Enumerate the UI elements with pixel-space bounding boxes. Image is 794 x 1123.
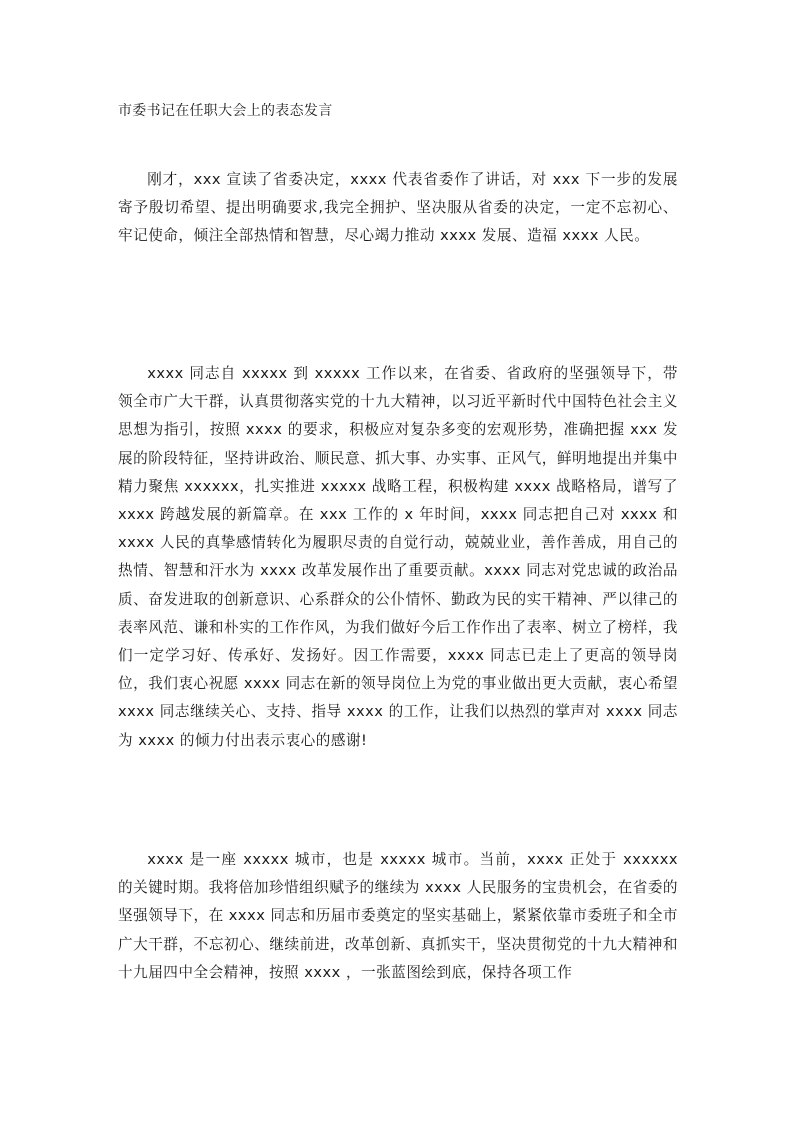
document-title: 市委书记在任职大会上的表态发言 [118,103,333,119]
paragraph-city-outlook: xxxx 是一座 xxxxx 城市，也是 xxxxx 城市。当前，xxxx 正处于 xxxxxx 的关键时期。我将倍加珍惜组织赋予的继续为 xxxx 人民服务的宝贵机会，在省委的坚强领导下，在 xxxx 同志和历届市委奠定的坚实基础上，紧紧依靠市委班子和全市广大干群，不忘初心、继续前进，改革创新、真抓实干，坚决贯彻党的十九大精神和十九届四中全会精神，按照 xxxx ，一张蓝图绘到底，保持各项工作 [118,851,679,981]
paragraph-predecessor-tribute: xxxx 同志自 xxxxx 到 xxxxx 工作以来，在省委、省政府的坚强领导下，带领全市广大干群，认真贯彻落实党的十九大精神，以习近平新时代中国特色社会主义思想为指引，按照 xxxx 的要求，积极应对复杂多变的宏观形势，准确把握 xxx 发展的阶段特征，坚持讲政治、顺民意、抓大事、办实事、正风气，鲜明地提出并集中精力聚焦 xxxxxx，扎实推进 xxxxx 战略工程，积极构建 xxxx 战略格局，谱写了 xxxx 跨越发展的新篇章。在 xxx 工作的 x 年时间，xxxx 同志把自己对 xxxx 和 xxxx 人民的真挚感情转化为履职尽责的自觉行动，兢兢业业，善作善成，用自己的热情、智慧和汗水为 xxxx 改革发展作出了重要贡献。xxxx 同志对党忠诚的政治品质、奋发进取的创新意识、心系群众的公仆情怀、勤政为民的实干精神、严以律己的表率风范、谦和朴实的工作作风，为我们做好今后工作作出了表率、树立了榜样，我们一定学习好、传承好、发扬好。因工作需要，xxxx 同志已走上了更高的领导岗位，我们衷心祝愿 xxxx 同志在新的领导岗位上为党的事业做出更大贡献，衷心希望 xxxx 同志继续关心、支持、指导 xxxx 的工作，让我们以热烈的掌声对 xxxx 同志为 xxxx 的倾力付出表示衷心的感谢! [118,365,679,749]
paragraph-opening-statement: 刚才，xxx 宣读了省委决定，xxxx 代表省委作了讲话，对 xxx 下一步的发展寄予殷切希望、提出明确要求,我完全拥护、坚决服从省委的决定，一定不忘初心、牢记使命，倾注全部热情和智慧，尽心竭力推动 xxxx 发展、造福 xxxx 人民。 [118,171,678,245]
